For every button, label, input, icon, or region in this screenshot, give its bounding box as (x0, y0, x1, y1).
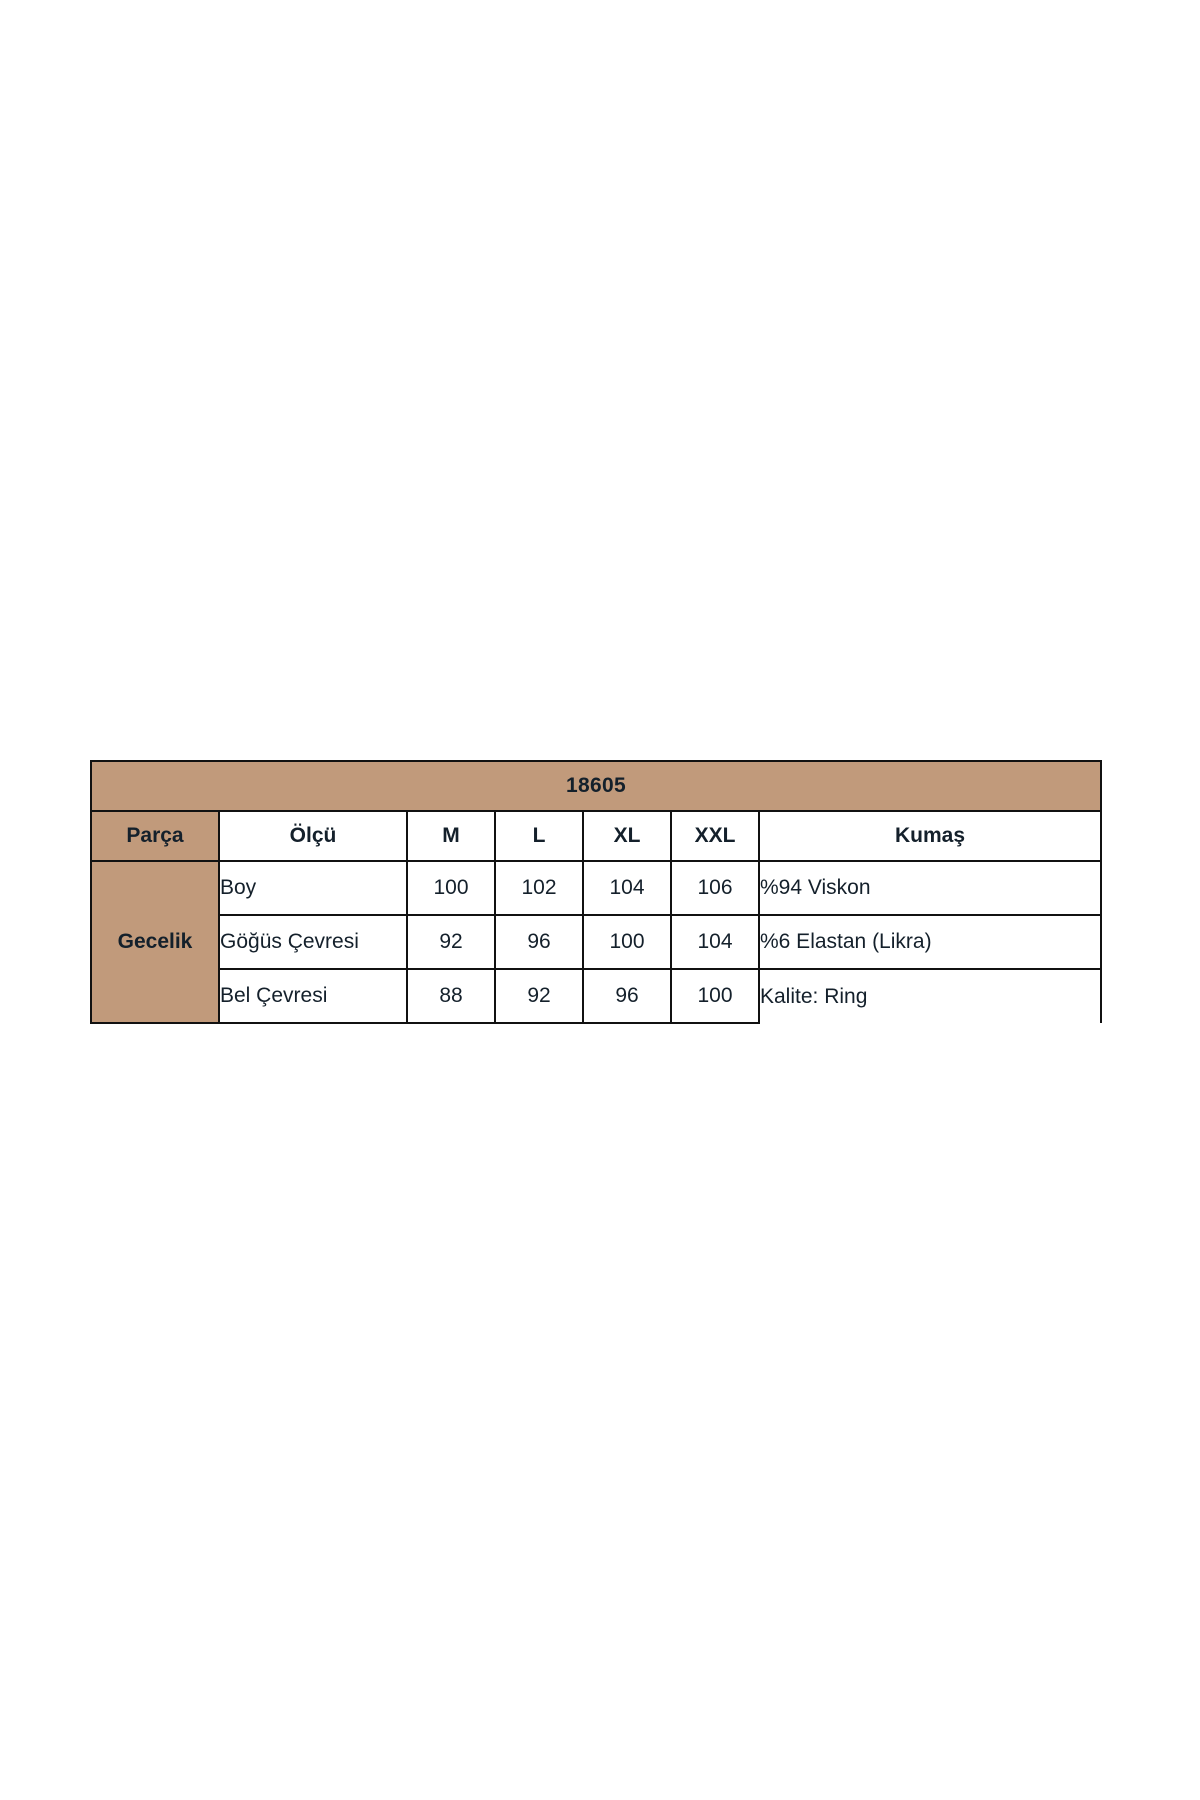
table-row (91, 861, 1101, 915)
measure-name: Bel Çevresi (219, 969, 407, 1023)
measure-value-m: 100 (407, 861, 495, 915)
fabric-line-1: %94 Viskon (759, 861, 1101, 915)
measure-value-m: 92 (407, 915, 495, 969)
table-row (91, 915, 1101, 969)
measure-value-l: 96 (495, 915, 583, 969)
size-chart-table (90, 760, 1102, 1024)
measure-value-m: 88 (407, 969, 495, 1023)
measure-value-xl: 100 (583, 915, 671, 969)
measure-value-xxl: 106 (671, 861, 759, 915)
header-size-xl: XL (583, 811, 671, 861)
measure-value-xxl: 100 (671, 969, 759, 1023)
measure-value-l: 92 (495, 969, 583, 1023)
header-part: Parça (91, 811, 219, 861)
measure-value-l: 102 (495, 861, 583, 915)
fabric-line-3: Kalite: Ring (759, 969, 1101, 1023)
fabric-line-2: %6 Elastan (Likra) (759, 915, 1101, 969)
header-measure: Ölçü (219, 811, 407, 861)
measure-name: Göğüs Çevresi (219, 915, 407, 969)
table-row (91, 969, 1101, 1023)
measure-name: Boy (219, 861, 407, 915)
header-size-xxl: XXL (671, 811, 759, 861)
product-code-title: 18605 (91, 761, 1101, 811)
measure-value-xl: 104 (583, 861, 671, 915)
table-header-row (91, 811, 1101, 861)
header-fabric: Kumaş (759, 811, 1101, 861)
header-size-m: M (407, 811, 495, 861)
table-title-row (91, 761, 1101, 811)
size-chart-container (90, 760, 1100, 1024)
part-name-cell: Gecelik (91, 861, 219, 1023)
measure-value-xxl: 104 (671, 915, 759, 969)
header-size-l: L (495, 811, 583, 861)
measure-value-xl: 96 (583, 969, 671, 1023)
